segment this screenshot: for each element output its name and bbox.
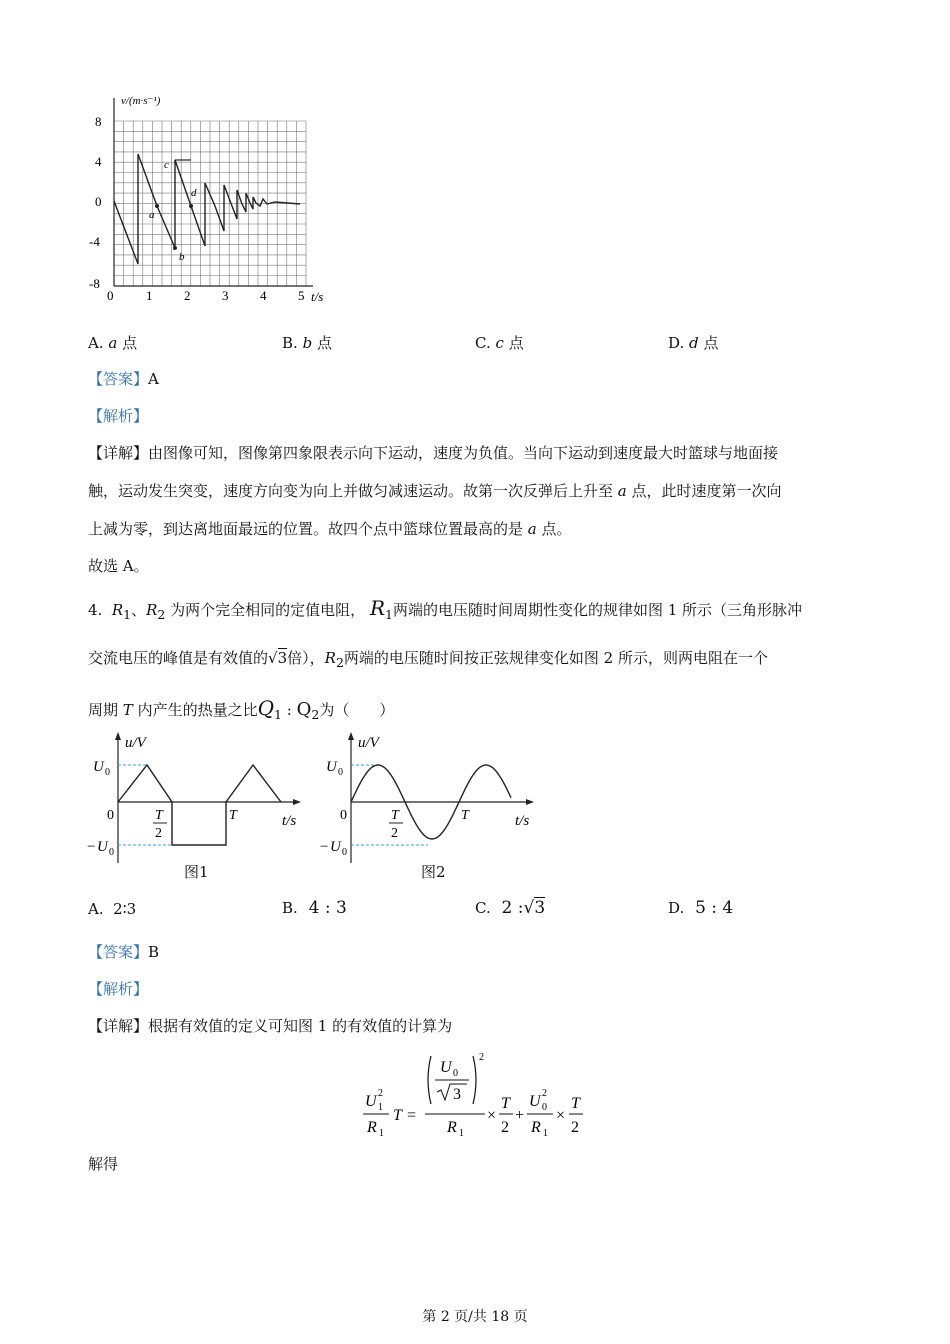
graph1-ytick: 8 <box>95 114 102 129</box>
rms-equation <box>355 1048 595 1138</box>
eq-term: R <box>531 1119 541 1136</box>
eq-term: 1 <box>543 1128 548 1138</box>
fig2-half-period-num: T <box>391 808 399 823</box>
figure2-caption: 图2 <box>421 863 446 881</box>
figure2-sine-voltage <box>318 730 543 882</box>
point-c-label: c <box>164 159 169 171</box>
point-d-label: d <box>191 187 197 199</box>
eq-term: U <box>529 1093 541 1110</box>
graph1-xtick: 1 <box>146 288 153 303</box>
q4-option-d: D. 5 : 4 <box>668 898 734 918</box>
fig1-neg-sign: − <box>87 839 96 855</box>
q3-option-a: A. a 点 <box>88 334 138 352</box>
eq-term: 1 <box>379 1128 384 1138</box>
eq-term: T <box>393 1107 402 1124</box>
eq-term: = <box>407 1107 417 1124</box>
graph1-xtick: 5 <box>298 288 305 303</box>
q4-stem-line2: 交流电压的峰值是有效值的√3倍），$R_2$两端的电压随时间按正弦规律变化如图 2 所示，则两电阻在一个 <box>88 649 768 670</box>
q4-option-a: A. 2∶3 <box>88 900 137 918</box>
eq-term: U <box>365 1093 377 1110</box>
eq-term: × <box>556 1107 566 1124</box>
fig1-period-label: T <box>229 808 237 823</box>
q3-detail-line3: 上减为零，到达离地面最远的位置。故四个点中篮球位置最高的是 a 点。 <box>88 520 572 538</box>
fig2-axis-u: u/V <box>358 735 379 751</box>
q4-option-c: C. 2 :√3 <box>475 898 546 918</box>
eq-term: 3 <box>453 1086 461 1103</box>
fig2-u0-label: U <box>326 759 337 775</box>
q3-option-d: D. d 点 <box>668 334 719 352</box>
eq-term: 2 <box>479 1052 484 1063</box>
figure1-caption: 图1 <box>184 863 209 881</box>
eq-term: 2 <box>378 1088 383 1099</box>
q3-analysis-heading: 【解析】 <box>88 407 149 425</box>
fig1-origin: 0 <box>107 808 114 823</box>
graph1-ylabel: v/(m·s⁻¹) <box>121 95 161 107</box>
fig1-neg-u0-label: U <box>97 839 108 855</box>
page-footer: 第 2 页/共 18 页 <box>422 1309 528 1325</box>
fig2-neg-u0-label: U <box>330 839 341 855</box>
fig1-half-period-den: 2 <box>155 826 162 841</box>
q3-detail-line2: 触，运动发生突变，速度方向变为向上并做匀减速运动。故第一次反弹后上升至 a 点，此时速度第一次向 <box>88 482 782 500</box>
graph1-xtick: 4 <box>260 288 267 303</box>
fig1-neg-u0-sub: 0 <box>109 847 114 858</box>
velocity-time-graph <box>85 88 345 310</box>
q4-stem-line1: 4. $R_1$、$R_2$ 为两个完全相同的定值电阻， $R_1$两端的电压随时间周期性变化的规律如图 1 所示（三角形脉冲 <box>88 596 803 622</box>
point-b-label: b <box>179 251 185 263</box>
point-a-label: a <box>149 209 155 221</box>
eq-term: R <box>367 1119 377 1136</box>
graph1-xlabel: t/s <box>311 289 324 304</box>
eq-term: 0 <box>542 1102 547 1113</box>
eq-term: T <box>501 1095 510 1112</box>
eq-term: R <box>447 1119 457 1136</box>
eq-term: + <box>515 1107 525 1124</box>
q3-answer: 【答案】A <box>88 370 159 388</box>
q4-analysis-heading: 【解析】 <box>88 980 149 998</box>
graph1-ytick: 0 <box>95 194 102 209</box>
q4-detail: 【详解】根据有效值的定义可知图 1 的有效值的计算为 <box>88 1017 453 1035</box>
fig2-neg-sign: − <box>320 839 329 855</box>
eq-term: U <box>440 1059 452 1076</box>
graph1-xtick: 0 <box>107 288 114 303</box>
fig1-axis-u: u/V <box>125 735 146 751</box>
fig2-u0-sub: 0 <box>338 767 343 778</box>
q4-option-b: B. 4 : 3 <box>282 898 347 918</box>
fig1-u0-label: U <box>93 759 104 775</box>
fig2-neg-u0-sub: 0 <box>342 847 347 858</box>
eq-term: 2 <box>571 1119 579 1136</box>
q4-solve: 解得 <box>88 1155 119 1173</box>
eq-term: 1 <box>459 1128 464 1138</box>
fig2-half-period-den: 2 <box>391 826 398 841</box>
eq-term: 2 <box>501 1119 509 1136</box>
q3-detail-line1: 【详解】由图像可知，图像第四象限表示向下运动，速度为负值。当向下运动到速度最大时篮球与地面接 <box>88 444 779 462</box>
graph1-ytick: -4 <box>89 234 100 249</box>
eq-term: 1 <box>378 1102 383 1113</box>
eq-term: × <box>487 1107 497 1124</box>
fig1-u0-sub: 0 <box>105 767 110 778</box>
graph1-ytick: -8 <box>89 276 100 291</box>
eq-term: 2 <box>542 1088 547 1099</box>
fig1-half-period-num: T <box>155 808 163 823</box>
figure1-triangular-voltage <box>85 730 310 882</box>
eq-term: 0 <box>453 1068 458 1079</box>
graph1-xtick: 2 <box>184 288 191 303</box>
eq-term: T <box>571 1095 580 1112</box>
q3-option-c: C. c 点 <box>475 334 524 352</box>
fig2-axis-t: t/s <box>515 813 530 829</box>
q3-option-b: B. b 点 <box>282 334 332 352</box>
fig2-origin: 0 <box>340 808 347 823</box>
graph1-xtick: 3 <box>222 288 229 303</box>
q3-conclusion: 故选 A。 <box>88 557 149 575</box>
q4-answer: 【答案】B <box>88 943 160 961</box>
q4-stem-line3: 周期 T 内产生的热量之比$Q_1$ : $Q_2$为（ ） <box>88 696 395 722</box>
graph1-ytick: 4 <box>95 154 102 169</box>
fig1-axis-t: t/s <box>282 813 297 829</box>
fig2-period-label: T <box>461 808 469 823</box>
